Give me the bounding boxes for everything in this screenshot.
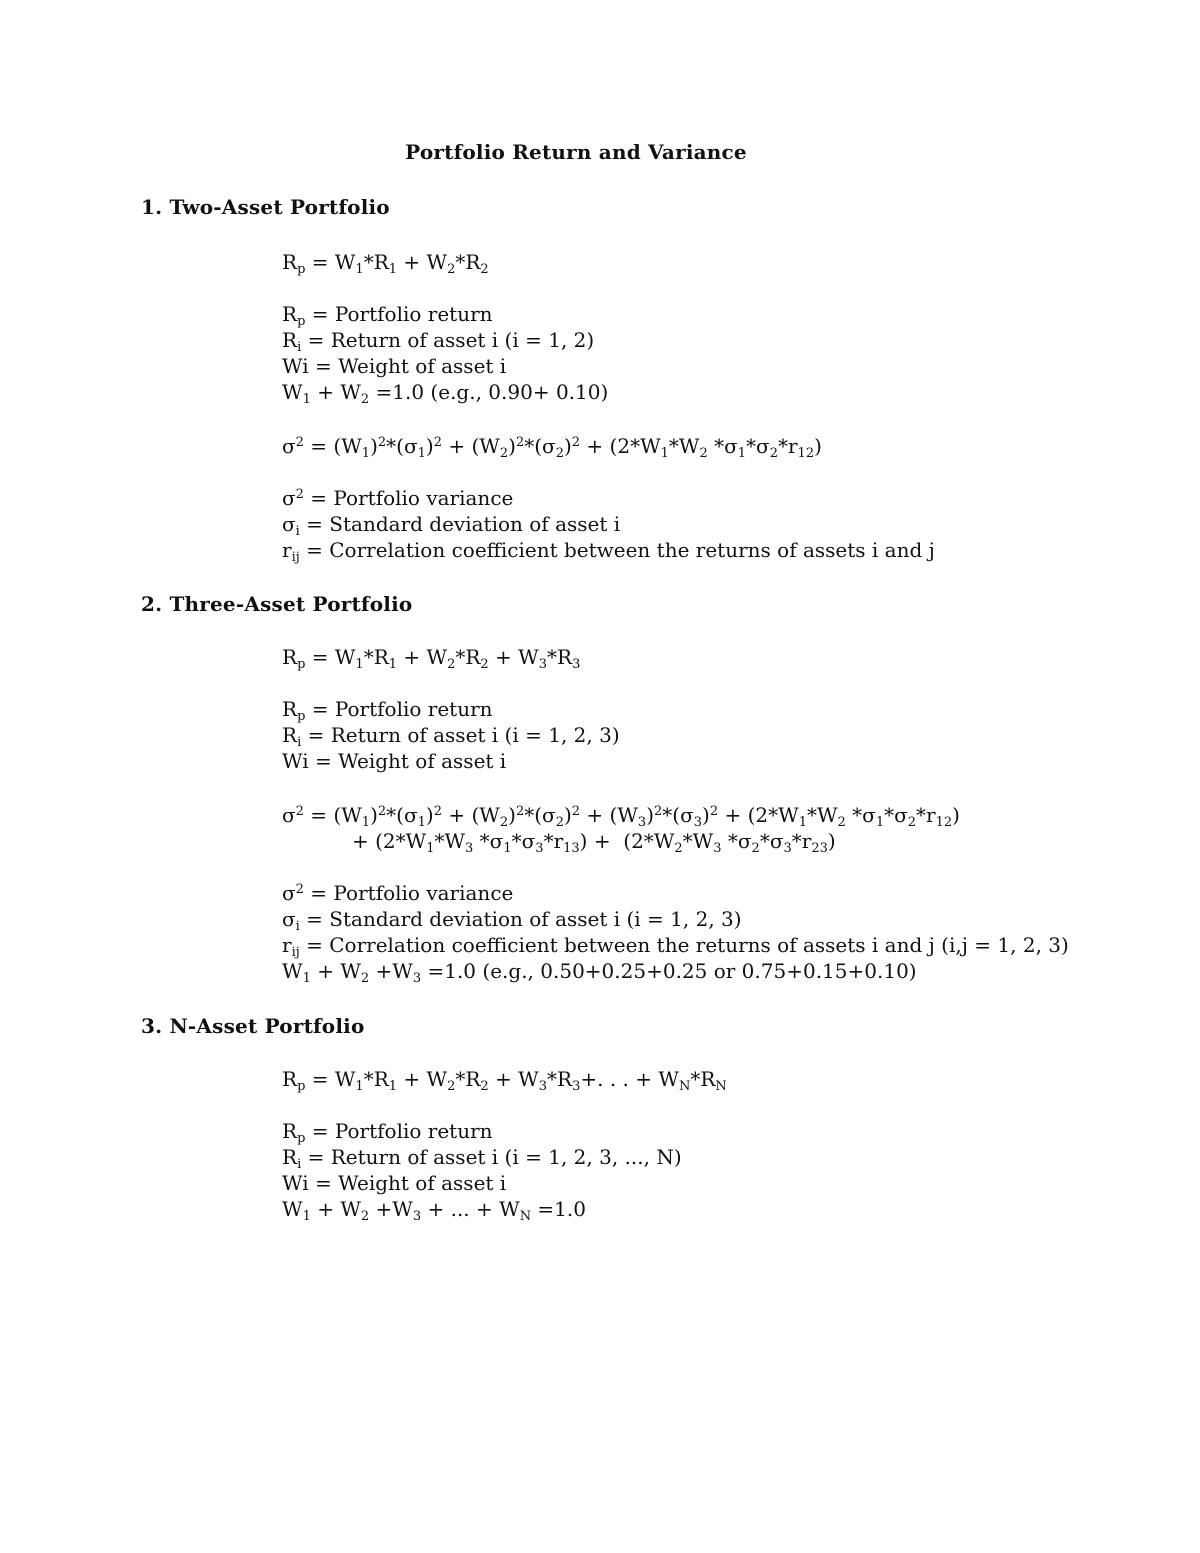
formula-portfolio-return: $R_p = W_1*R_1 + W_2*R_2 + W_3*R_3+$. . . + $W_N*R_N$ <box>282 1067 727 1094</box>
definition-line: $W_1 + W_2 =1.0$ (e.g., 0.90+ 0.10) <box>282 380 609 407</box>
definition-line: $R_p$ = Portfolio return <box>282 697 493 724</box>
definition-line: $\sigma_i$ = Standard deviation of asset i <box>282 512 621 539</box>
formula-portfolio-variance-continued: + ($2*W_1*W_3$ $*\sigma_1*\sigma_3*r_{13}) + (2*W_2*W_3$ $*\sigma_2*\sigma_3*r_{23}$) <box>352 829 836 856</box>
definition-line: $W_1 + W_2 +W_3$ + ... + $W_N =1.0$ <box>282 1197 586 1224</box>
definition-line: $R_p$ = Portfolio return <box>282 1119 493 1146</box>
definition-line: Wi = Weight of asset i <box>282 749 507 773</box>
formula-portfolio-variance: $\sigma^2 = (W_1)^2*(\sigma_1)^2 + (W_2)^2*(\sigma_2)^2 + (W_3)^2*(\sigma_3)^2 + (2*W_1*W_2$ $*\sigma_1*\sigma_2*r_{12}$) <box>282 803 960 830</box>
definition-line: $r_{ij}$ = Correlation coefficient between the returns of assets i and j <box>282 538 935 565</box>
definition-line: Wi = Weight of asset i <box>282 354 507 378</box>
definition-line: $R_p$ = Portfolio return <box>282 302 493 329</box>
definition-line: $W_1 + W_2 +W_3 =1.0$ (e.g., 0.50+0.25+0.25 or 0.75+0.15+0.10) <box>282 959 917 986</box>
definition-line: $R_i$ = Return of asset i (i = 1, 2, 3, ..., N) <box>282 1145 682 1172</box>
document-title: Portfolio Return and Variance <box>405 140 747 164</box>
definition-line: $R_i$ = Return of asset i (i = 1, 2) <box>282 328 595 355</box>
section-heading-two-asset: 1. Two-Asset Portfolio <box>141 195 390 219</box>
section-heading-n-asset: 3. N-Asset Portfolio <box>141 1014 365 1038</box>
definition-line: $\sigma_i$ = Standard deviation of asset i (i = 1, 2, 3) <box>282 907 742 934</box>
definition-line: $R_i$ = Return of asset i (i = 1, 2, 3) <box>282 723 620 750</box>
formula-portfolio-return: $R_p = W_1*R_1 + W_2*R_2$ <box>282 250 489 277</box>
definition-line: $\sigma^2$ = Portfolio variance <box>282 881 514 905</box>
formula-portfolio-variance: $\sigma^2 = (W_1)^2*(\sigma_1)^2 + (W_2)^2*(\sigma_2)^2 + (2*W_1*W_2$ $*\sigma_1*\sigma_2*r_{12}$) <box>282 434 822 461</box>
section-heading-three-asset: 2. Three-Asset Portfolio <box>141 592 413 616</box>
formula-portfolio-return: $R_p = W_1*R_1 + W_2*R_2 + W_3*R_3$ <box>282 645 581 672</box>
definition-line: $\sigma^2$ = Portfolio variance <box>282 486 514 510</box>
definition-line: $r_{ij}$ = Correlation coefficient between the returns of assets i and j (i,j = 1, 2, 3) <box>282 933 1069 960</box>
definition-line: Wi = Weight of asset i <box>282 1171 507 1195</box>
